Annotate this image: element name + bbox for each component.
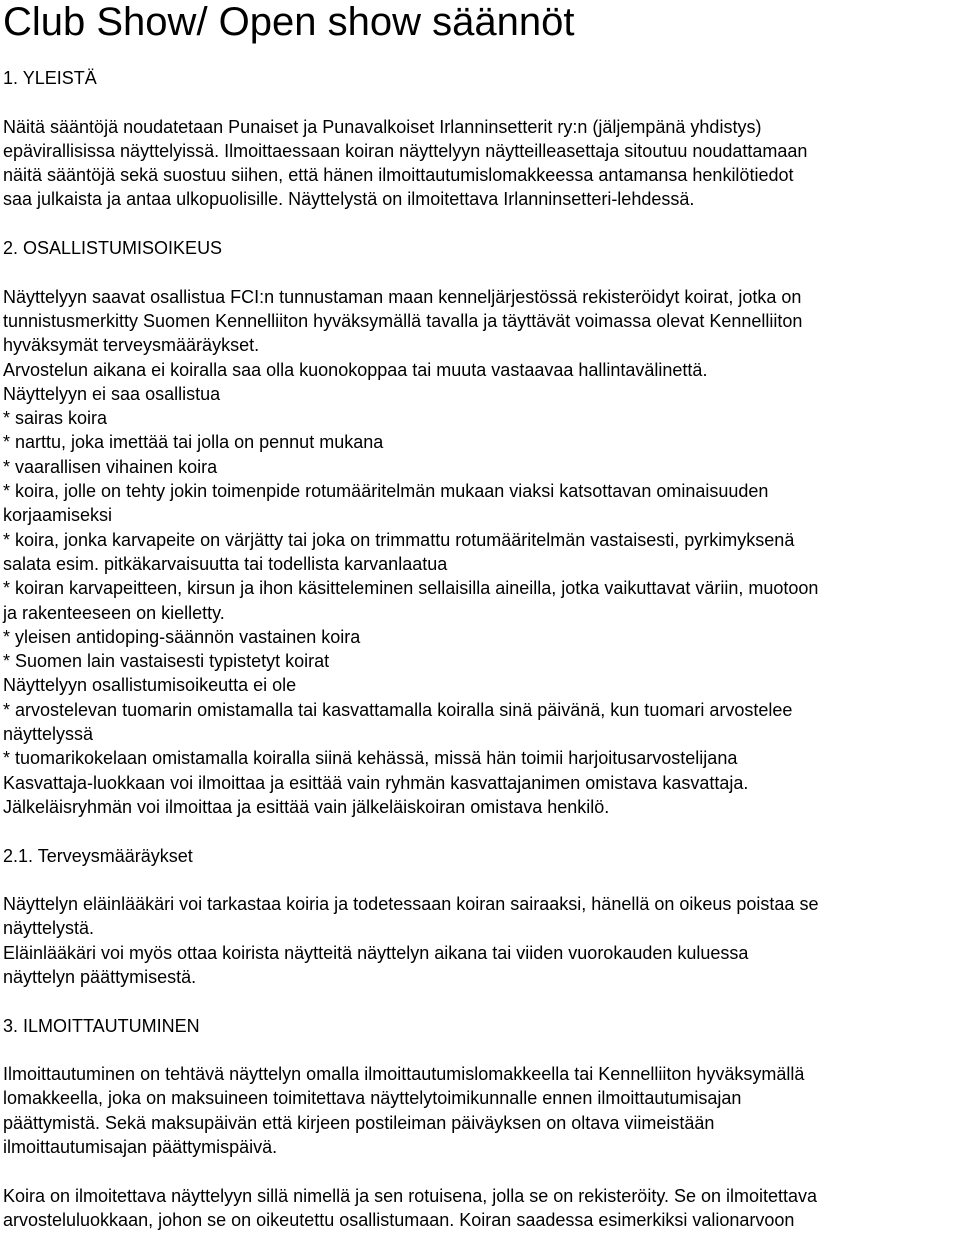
text-line: * narttu, joka imettää tai jolla on pennut mukana — [3, 432, 384, 453]
text-line: * sairas koira — [3, 408, 108, 429]
text-line: 2. OSALLISTUMISOIKEUS — [3, 238, 223, 259]
text-line: tunnistusmerkitty Suomen Kennelliiton hyväksymällä tavalla ja täyttävät voimassa olevat Kennelliiton — [3, 310, 803, 331]
text-line: hyväksymät terveysmääräykset. — [3, 335, 260, 356]
text-line: lomakkeella, joka on maksuineen toimitettava näyttelytoimikunnalle ennen ilmoittautumisajan — [3, 1088, 742, 1109]
text-line: * tuomarikokelaan omistamalla koiralla siinä kehässä, missä hän toimii harjoitusarvostelijana — [3, 748, 738, 769]
page-title: Club Show/ Open show säännöt — [3, 0, 575, 44]
text-line: Kasvattaja-luokkaan voi ilmoittaa ja esittää vain ryhmän kasvattajanimen omistava kasvattaja. — [3, 772, 749, 793]
text-line: Näyttelyyn osallistumisoikeutta ei ole — [3, 675, 297, 696]
document-page — [3, 0, 960, 1232]
text-line: ja rakenteeseen on kielletty. — [3, 602, 225, 623]
blank-line — [3, 1038, 960, 1062]
text-line: arvosteluluokkaan, johon se on oikeutettu osallistumaan. Koiran saadessa esimerkiksi valionarvoon — [3, 1209, 795, 1230]
text-line: ilmoittautumisajan päättymispäivä. — [3, 1137, 278, 1158]
text-line: Näitä sääntöjä noudatetaan Punaiset ja Punavalkoiset Irlanninsetterit ry:n (jäljempänä yhdistys) — [3, 116, 762, 137]
text-line: * koira, jolle on tehty jokin toimenpide rotumääritelmän mukaan viaksi katsottavan ominaisuuden — [3, 481, 769, 502]
blank-line — [3, 212, 960, 236]
blank-line — [3, 868, 960, 892]
title-spacing — [3, 44, 960, 66]
text-line: * yleisen antidoping-säännön vastainen koira — [3, 626, 361, 647]
text-line: Koira on ilmoitettava näyttelyyn sillä nimellä ja sen rotuisena, jolla se on rekisteröity. Se on ilmoitettava — [3, 1185, 818, 1206]
text-line: näyttelystä. — [3, 918, 95, 939]
text-line: korjaamiseksi — [3, 505, 113, 526]
text-line: Arvostelun aikana ei koiralla saa olla kuonokoppaa tai muuta vastaavaa hallintavälinettä. — [3, 359, 708, 380]
blank-line — [3, 819, 960, 843]
text-line: * koiran karvapeitteen, kirsun ja ihon käsitteleminen sellaisilla aineilla, jotka vaikuttavat väriin, muotoon — [3, 578, 819, 599]
text-line: näyttelyssä — [3, 724, 94, 745]
document-body — [3, 66, 960, 1232]
text-line: Näyttelyyn saavat osallistua FCI:n tunnustaman maan kenneljärjestössä rekisteröidyt koirat, jotka on — [3, 286, 802, 307]
blank-line — [3, 1159, 960, 1183]
text-line: 3. ILMOITTAUTUMINEN — [3, 1015, 200, 1036]
text-line: Eläinlääkäri voi myös ottaa koirista näytteitä näyttelyn aikana tai viiden vuorokauden kuluessa — [3, 942, 749, 963]
text-line: näitä sääntöjä sekä suostuu siihen, että hänen ilmoittautumislomakkeessa antamansa henkilötiedot — [3, 165, 794, 186]
text-line: Ilmoittautuminen on tehtävä näyttelyn omalla ilmoittautumislomakkeella tai Kennelliiton hyväksymällä — [3, 1064, 805, 1085]
text-line: * Suomen lain vastaisesti typistetyt koirat — [3, 651, 330, 672]
text-line: 2.1. Terveysmääräykset — [3, 845, 193, 866]
text-line: saa julkaista ja antaa ulkopuolisille. Näyttelystä on ilmoitettava Irlanninsetteri-lehdessä. — [3, 189, 695, 210]
blank-line — [3, 989, 960, 1013]
text-line: Näyttelyn eläinlääkäri voi tarkastaa koiria ja todetessaan koiran sairaaksi, hänellä on oikeus poistaa se — [3, 894, 819, 915]
text-line: näyttelyn päättymisestä. — [3, 966, 197, 987]
text-line: Jälkeläisryhmän voi ilmoittaa ja esittää vain jälkeläiskoiran omistava henkilö. — [3, 796, 610, 817]
blank-line — [3, 260, 960, 284]
text-line: salata esim. pitkäkarvaisuutta tai todellista karvanlaatua — [3, 553, 448, 574]
text-line: 1. YLEISTÄ — [3, 68, 97, 88]
blank-line — [3, 90, 960, 114]
text-line: epävirallisissa näyttelyissä. Ilmoittaessaan koiran näyttelyyn näytteilleasettaja sitoutuu noudattamaan — [3, 140, 808, 161]
text-line: päättymistä. Sekä maksupäivän että kirjeen postileiman päiväyksen on oltava viimeistään — [3, 1112, 715, 1133]
text-line: * arvostelevan tuomarin omistamalla tai kasvattamalla koiralla sinä päivänä, kun tuomari arvostelee — [3, 699, 793, 720]
text-line: * koira, jonka karvapeite on värjätty tai joka on trimmattu rotumääritelmän vastaisesti, pyrkimyksenä — [3, 529, 795, 550]
text-line: Näyttelyyn ei saa osallistua — [3, 383, 221, 404]
text-line: * vaarallisen vihainen koira — [3, 456, 218, 477]
